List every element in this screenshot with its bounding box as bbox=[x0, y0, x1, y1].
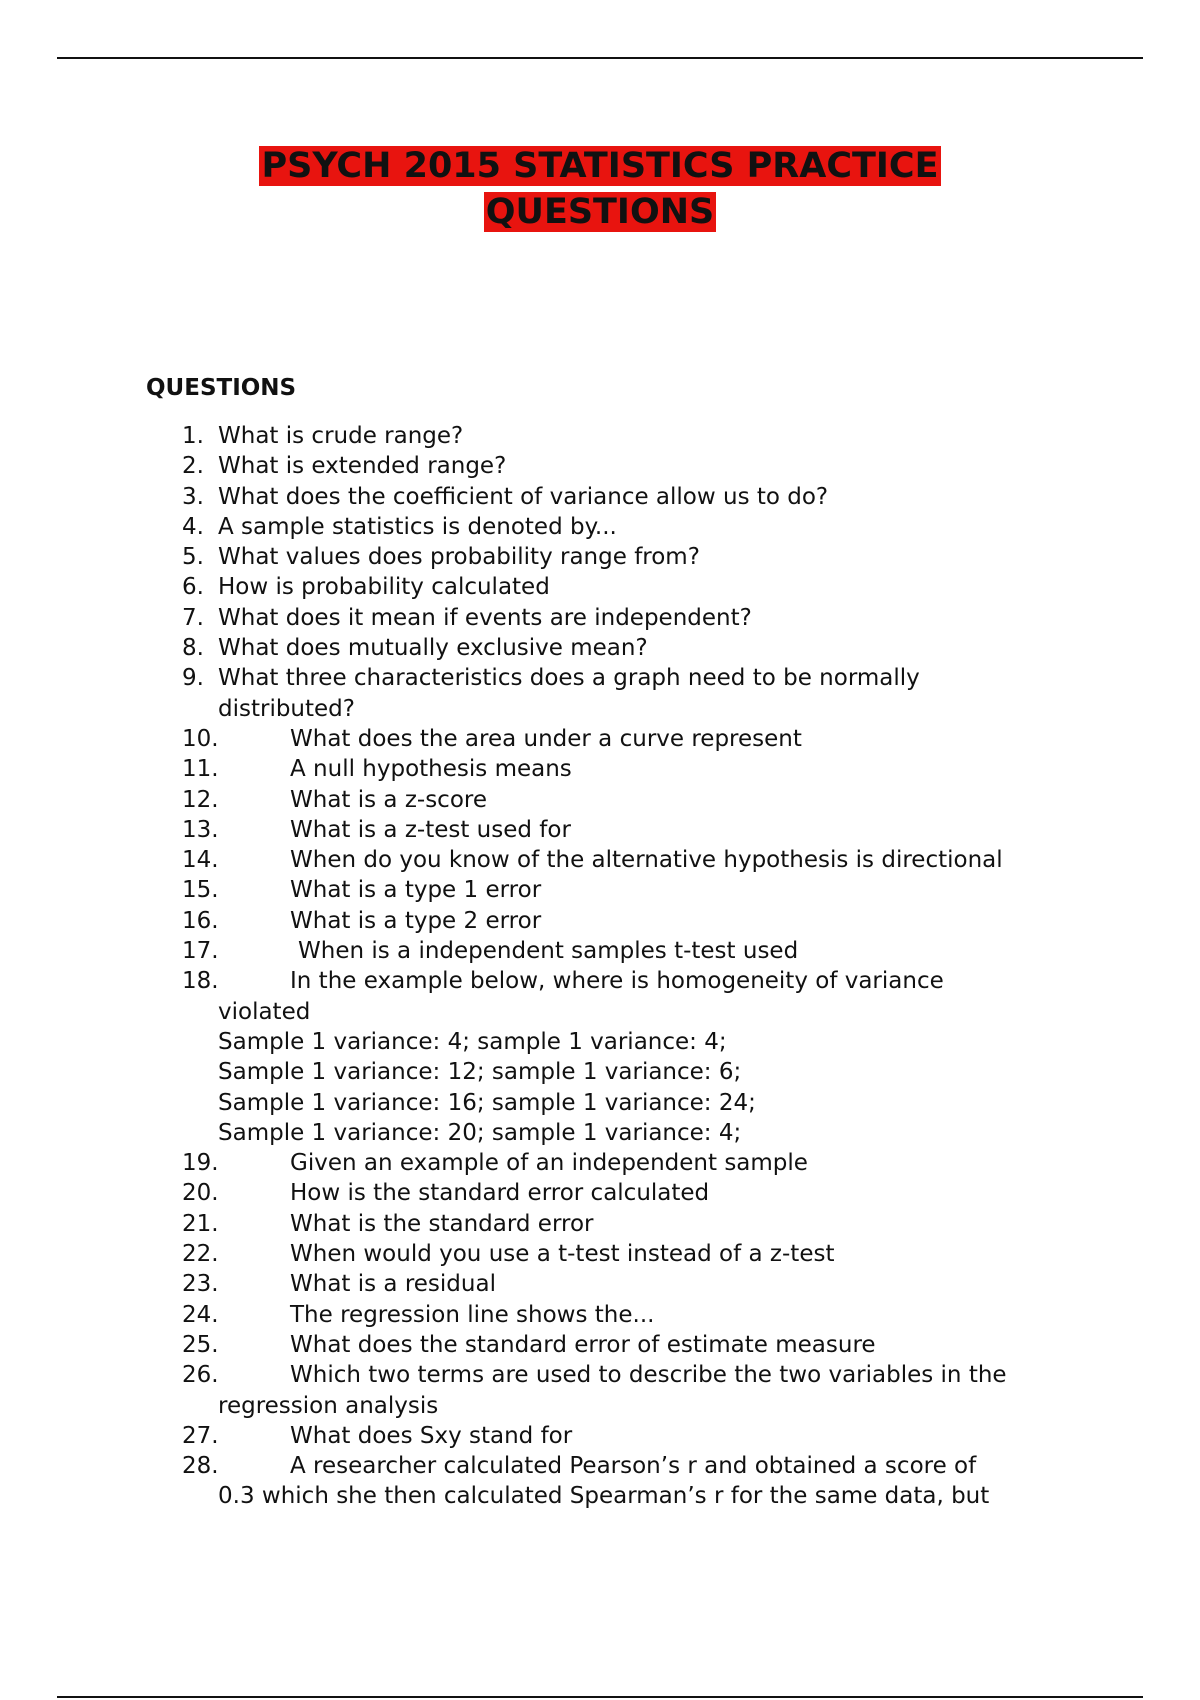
question-number: 4. bbox=[182, 513, 204, 540]
question-text: What is a z-score bbox=[290, 786, 488, 813]
list-item bbox=[0, 1178, 1200, 1208]
question-text: What does Sxy stand for bbox=[290, 1422, 573, 1449]
question-number: 28. bbox=[182, 1453, 219, 1480]
question-text: What is crude range? bbox=[218, 423, 464, 449]
section-heading: QUESTIONS bbox=[146, 375, 297, 401]
question-text: What values does probability range from? bbox=[218, 544, 700, 571]
title-line-2: QUESTIONS bbox=[485, 192, 715, 232]
list-item bbox=[0, 875, 1200, 905]
question-continuation: violated bbox=[218, 998, 311, 1025]
question-number: 11. bbox=[182, 756, 219, 783]
question-continuation: Sample 1 variance: 4; sample 1 variance: 4; bbox=[218, 1028, 727, 1055]
question-number: 21. bbox=[182, 1210, 219, 1237]
list-item bbox=[0, 451, 1200, 481]
list-item bbox=[0, 1209, 1200, 1239]
question-text: A sample statistics is denoted by... bbox=[218, 513, 617, 540]
list-item bbox=[0, 1269, 1200, 1299]
question-text: What is a residual bbox=[290, 1271, 496, 1298]
question-number: 17. bbox=[182, 938, 219, 965]
question-number: 26. bbox=[182, 1362, 219, 1389]
question-number: 8. bbox=[182, 635, 204, 662]
header-rule bbox=[57, 57, 1143, 59]
question-number: 24. bbox=[182, 1301, 219, 1328]
question-text: When would you use a t-test instead of a z-test bbox=[290, 1241, 835, 1268]
list-item bbox=[0, 421, 1200, 451]
question-continuation: Sample 1 variance: 12; sample 1 variance: 6; bbox=[218, 1059, 742, 1086]
list-item bbox=[0, 663, 1200, 693]
list-item bbox=[0, 482, 1200, 512]
list-item bbox=[0, 1300, 1200, 1330]
list-item bbox=[0, 785, 1200, 815]
list-item bbox=[0, 633, 1200, 663]
question-number: 6. bbox=[182, 574, 204, 601]
list-item bbox=[0, 936, 1200, 966]
question-number: 25. bbox=[182, 1331, 219, 1358]
question-text: Given an example of an independent sample bbox=[290, 1150, 808, 1177]
list-item bbox=[0, 1451, 1200, 1481]
question-continuation: Sample 1 variance: 20; sample 1 variance: 4; bbox=[218, 1119, 742, 1146]
question-text: What does it mean if events are independent? bbox=[218, 604, 752, 631]
question-text: The regression line shows the... bbox=[290, 1301, 655, 1328]
list-item bbox=[0, 1421, 1200, 1451]
question-text: What is the standard error bbox=[290, 1210, 594, 1237]
list-item bbox=[0, 572, 1200, 602]
question-text: What is extended range? bbox=[218, 453, 507, 480]
question-number: 1. bbox=[182, 423, 204, 449]
footer-rule bbox=[57, 1696, 1143, 1698]
list-item bbox=[0, 542, 1200, 572]
title-line-1: PSYCH 2015 STATISTICS PRACTICE bbox=[261, 146, 939, 186]
question-number: 22. bbox=[182, 1241, 219, 1268]
question-text: What is a z-test used for bbox=[290, 816, 571, 843]
question-number: 10. bbox=[182, 725, 219, 752]
question-text: Which two terms are used to describe the two variables in the bbox=[290, 1362, 1007, 1389]
question-text: What does mutually exclusive mean? bbox=[218, 635, 648, 662]
question-text: What is a type 1 error bbox=[290, 877, 542, 904]
list-item bbox=[0, 845, 1200, 875]
question-number: 7. bbox=[182, 604, 204, 631]
question-number: 12. bbox=[182, 786, 219, 813]
question-text: In the example below, where is homogeneity of variance bbox=[290, 968, 944, 995]
question-number: 9. bbox=[182, 665, 204, 692]
list-item bbox=[0, 1239, 1200, 1269]
question-number: 16. bbox=[182, 907, 219, 934]
list-item bbox=[0, 1360, 1200, 1390]
question-text: What does the coefficient of variance allow us to do? bbox=[218, 483, 829, 510]
list-item bbox=[0, 512, 1200, 542]
question-number: 3. bbox=[182, 483, 204, 510]
question-text: A researcher calculated Pearson’s r and obtained a score of bbox=[290, 1453, 977, 1480]
list-item bbox=[0, 966, 1200, 996]
question-number: 5. bbox=[182, 544, 204, 571]
question-text: A null hypothesis means bbox=[290, 756, 572, 783]
question-text: How is the standard error calculated bbox=[290, 1180, 710, 1207]
list-item bbox=[0, 906, 1200, 936]
question-number: 14. bbox=[182, 847, 219, 874]
question-list bbox=[0, 421, 1200, 1512]
question-text: What does the standard error of estimate measure bbox=[290, 1331, 876, 1358]
question-number: 27. bbox=[182, 1422, 219, 1449]
list-item bbox=[0, 1330, 1200, 1360]
question-text: What three characteristics does a graph need to be normally bbox=[218, 665, 920, 692]
question-number: 20. bbox=[182, 1180, 219, 1207]
question-continuation: regression analysis bbox=[218, 1392, 439, 1419]
question-number: 2. bbox=[182, 453, 204, 480]
question-continuation: Sample 1 variance: 16; sample 1 variance: 24; bbox=[218, 1089, 756, 1116]
question-text: What does the area under a curve represent bbox=[290, 725, 802, 752]
question-number: 18. bbox=[182, 968, 219, 995]
question-text: When is a independent samples t-test used bbox=[298, 938, 799, 965]
list-item bbox=[0, 724, 1200, 754]
question-number: 23. bbox=[182, 1271, 219, 1298]
question-continuation: 0.3 which she then calculated Spearman’s r for the same data, but bbox=[218, 1483, 990, 1510]
list-item bbox=[0, 815, 1200, 845]
question-text: How is probability calculated bbox=[218, 574, 550, 601]
page-title bbox=[0, 143, 1200, 235]
question-text: When do you know of the alternative hypothesis is directional bbox=[290, 847, 1003, 874]
question-number: 13. bbox=[182, 816, 219, 843]
question-continuation: distributed? bbox=[218, 695, 355, 722]
question-number: 19. bbox=[182, 1150, 219, 1177]
list-item bbox=[0, 754, 1200, 784]
list-item bbox=[0, 603, 1200, 633]
question-number: 15. bbox=[182, 877, 219, 904]
list-item bbox=[0, 1148, 1200, 1178]
question-text: What is a type 2 error bbox=[290, 907, 542, 934]
